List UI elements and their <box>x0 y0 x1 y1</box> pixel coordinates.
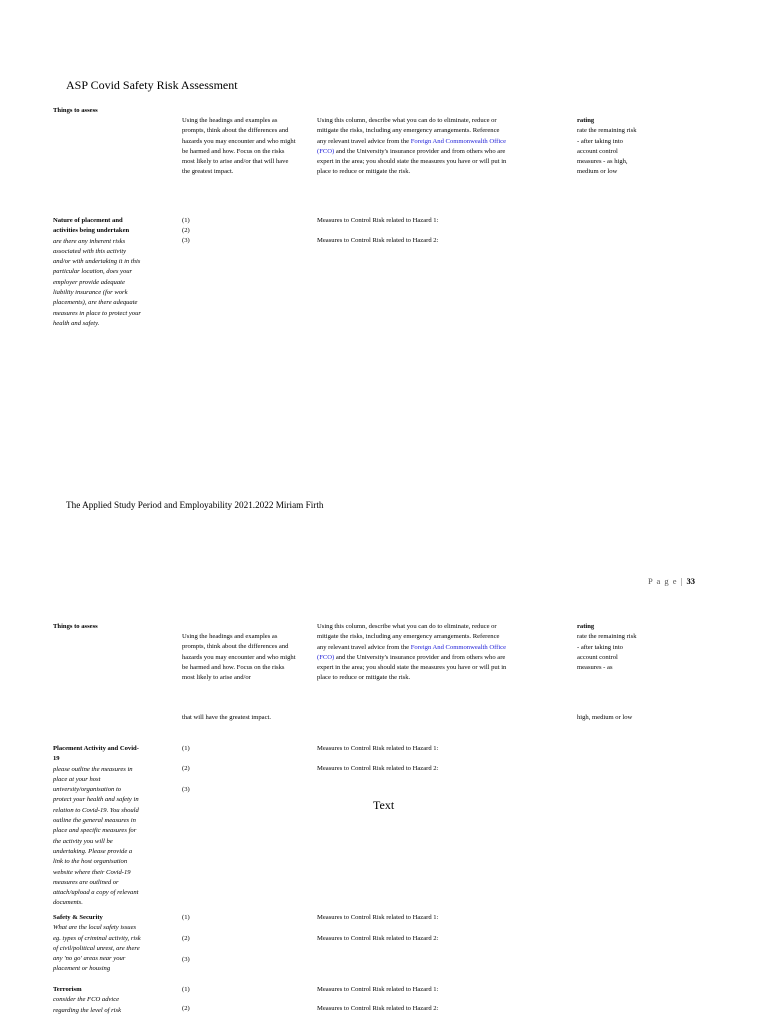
header-rating: rating rate the remaining risk - after taking into account control measures - as high, medium or low <box>577 117 637 176</box>
header-things-to-assess: Things to assess <box>53 623 98 630</box>
section-placement-covid <box>53 744 141 909</box>
hazard-number: (1) <box>182 745 190 752</box>
hazard-number: (1) <box>182 217 190 224</box>
header-things-to-assess: Things to assess <box>53 107 98 114</box>
header-rating-continued: high, medium or low <box>577 714 633 721</box>
text-placeholder: Text <box>373 798 395 812</box>
hazard-number: (3) <box>182 956 190 963</box>
hazard-number: (2) <box>182 227 190 234</box>
section-description: are there any inherent risks associated with this activity and/or with undertaking it in this particular location, does your employer provide adequate liability insurance (for work placements), are there adequate measures in place to protect your health and safety. <box>53 237 141 327</box>
measure-hazard-1: Measures to Control Risk related to Hazard 1: <box>317 986 439 993</box>
hazard-number: (3) <box>182 786 190 793</box>
section-label: Placement Activity and Covid-19 <box>53 745 139 763</box>
measure-hazard-2: Measures to Control Risk related to Hazard 2: <box>317 765 439 772</box>
page-number: P a g e | 33 <box>648 576 696 586</box>
section-description: consider the FCO advice regarding the level of risk <box>53 996 121 1014</box>
fco-link[interactable]: Foreign And Commonwealth Office (FCO) <box>317 137 507 155</box>
header-rating: rating rate the remaining risk - after taking into account control measures - as <box>577 623 637 672</box>
hazard-number: (3) <box>182 237 190 244</box>
hazard-number: (2) <box>182 935 190 942</box>
section-label: Safety & Security <box>53 914 103 921</box>
section-description: What are the local safety issues eg. types of criminal activity, risk of civil/political unrest, are there any 'no go' areas near your placement or housing <box>53 924 141 973</box>
measure-hazard-2: Measures to Control Risk related to Hazard 2: <box>317 1005 439 1012</box>
hazard-number: (1) <box>182 914 190 921</box>
section-label: Nature of placement and activities being undertaken <box>53 217 130 235</box>
section-safety-security <box>53 913 141 975</box>
measure-hazard-1: Measures to Control Risk related to Hazard 1: <box>317 745 439 752</box>
hazard-number: (2) <box>182 1005 190 1012</box>
header-hazards-prompt: Using the headings and examples as prompts, think about the differences and hazards you may encounter and who might be harmed and how. Focus on the risks most likely to arise and/or that will have the greatest impact. <box>182 117 296 176</box>
measure-hazard-2: Measures to Control Risk related to Hazard 2: <box>317 935 439 942</box>
header-hazards-prompt: Using the headings and examples as prompts, think about the differences and hazards you may encounter and who might be harmed and how. Focus on the risks most likely to arise and/or <box>182 633 296 682</box>
header-control-measures: Using this column, describe what you can do to eliminate, reduce or mitigate the risks, including any emergency arrangements. Reference any relevant travel advice from the Foreign And Commonwealth Office (FCO) and the University's insurance provider and from others who are expert in the area; you should state the measures you have or will put in place to reduce or mitigate the risk. <box>317 623 507 682</box>
section-description: please outline the measures in place at your host university/organisation to protect your health and safety in relation to Covid-19. You should outline the general measures in place and specific measures for the activity you will be undertaking. Please provide a link to the host organisation website where their Covid-19 measures are outlined or attach/upload a copy of relevant documents. <box>53 765 139 907</box>
page-footer: The Applied Study Period and Employability 2021.2022 Miriam Firth <box>66 500 324 510</box>
section-terrorism <box>53 985 141 1016</box>
fco-link[interactable]: Foreign And Commonwealth Office (FCO) <box>317 643 507 661</box>
section-nature-of-placement <box>53 216 141 329</box>
measure-hazard-1: Measures to Control Risk related to Hazard 1: <box>317 217 439 224</box>
measure-hazard-2: Measures to Control Risk related to Hazard 2: <box>317 237 439 244</box>
measure-hazard-1: Measures to Control Risk related to Hazard 1: <box>317 914 439 921</box>
hazard-number: (1) <box>182 986 190 993</box>
section-label: Terrorism <box>53 986 82 993</box>
document-title: ASP Covid Safety Risk Assessment <box>66 78 238 92</box>
header-control-measures: Using this column, describe what you can do to eliminate, reduce or mitigate the risks, including any emergency arrangements. Reference any relevant travel advice from the Foreign And Commonwealth Office (FCO) and the University's insurance provider and from others who are expert in the area; you should state the measures you have or will put in place to reduce or mitigate the risk. <box>317 117 507 176</box>
hazard-number: (2) <box>182 765 190 772</box>
header-hazards-prompt-continued: that will have the greatest impact. <box>182 714 271 721</box>
